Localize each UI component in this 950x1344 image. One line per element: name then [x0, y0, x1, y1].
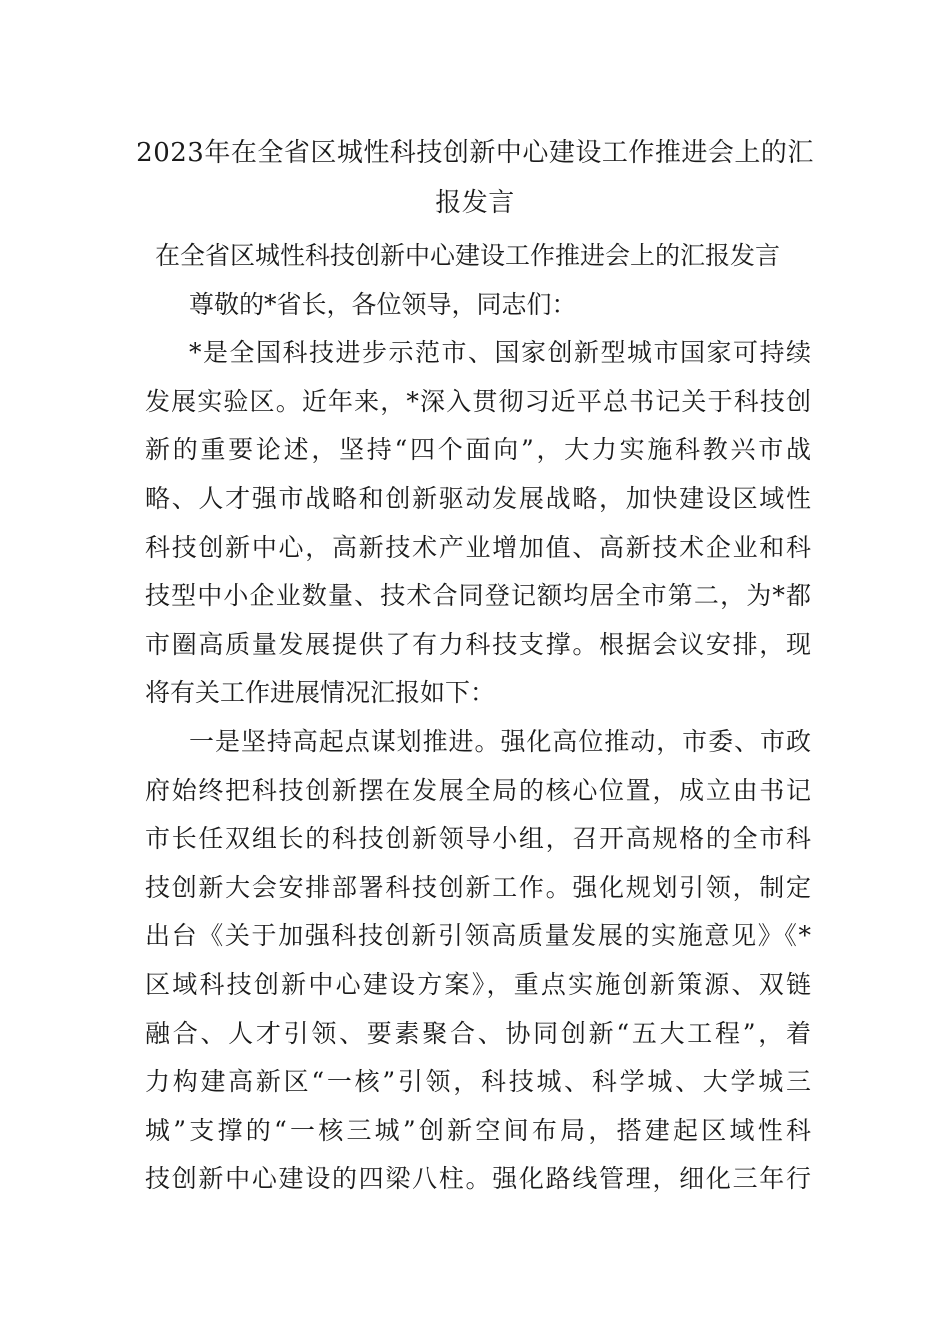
paragraph-line: 力构建高新区“一核”引领，科技城、科学城、大学城三 [145, 1067, 811, 1097]
title-line-1: 2023年在全省区城性科技创新中心建设工作推进会上的汇 [136, 138, 814, 168]
document-body [145, 232, 811, 1204]
document-subtitle: 在全省区城性科技创新中心建设工作推进会上的汇报发言 [155, 241, 781, 270]
paragraph-line: 略、人才强市战略和创新驱动发展战略，加快建设区域性 [145, 483, 811, 513]
paragraph-line: 技创新中心建设的四梁八柱。强化路线管理，细化三年行 [145, 1164, 811, 1194]
paragraph-line: 尊敬的*省长，各位领导，同志们： [189, 289, 577, 319]
paragraph-line: 科技创新中心，高新技术产业增加值、高新技术企业和科 [145, 532, 811, 562]
paragraph-line: 市长任双组长的科技创新领导小组，召开高规格的全市科 [145, 824, 811, 854]
paragraph-line: *是全国科技进步示范市、国家创新型城市国家可持续 [189, 338, 811, 368]
paragraph-line: 融合、人才引领、要素聚合、协同创新“五大工程”，着 [145, 1018, 811, 1048]
paragraph-line: 区域科技创新中心建设方案》，重点实施创新策源、双链 [145, 969, 811, 999]
paragraph-line: 发展实验区。近年来，*深入贯彻习近平总书记关于科技创 [145, 386, 811, 416]
paragraph-line: 府始终把科技创新摆在发展全局的核心位置，成立由书记 [145, 775, 811, 805]
paragraph-line: 新的重要论述，坚持“四个面向”，大力实施科教兴市战 [145, 435, 811, 465]
paragraph-line: 出台《关于加强科技创新引领高质量发展的实施意见》《* [145, 921, 811, 951]
paragraph-line: 将有关工作进展情况汇报如下： [145, 678, 496, 708]
paragraph-line: 技创新大会安排部署科技创新工作。强化规划引领，制定 [145, 872, 811, 902]
paragraph-line: 一是坚持高起点谋划推进。强化高位推动，市委、市政 [189, 726, 811, 756]
paragraph-line: 城”支撑的“一核三城”创新空间布局，搭建起区域性科 [145, 1115, 811, 1145]
title-line-2: 报发言 [435, 188, 515, 218]
document-title [120, 128, 830, 228]
paragraph-line: 技型中小企业数量、技术合同登记额均居全市第二，为*都 [145, 581, 811, 611]
paragraph-line: 市圈高质量发展提供了有力科技支撑。根据会议安排，现 [145, 629, 811, 659]
